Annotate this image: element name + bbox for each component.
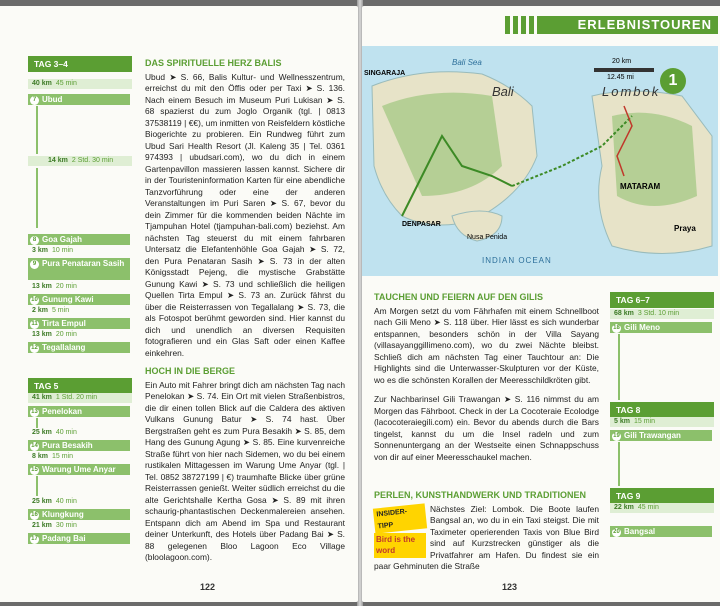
page-number: 123 — [502, 582, 518, 592]
stop-gili-trawangan: 19 Gili Trawangan — [610, 430, 712, 441]
insider-tip — [374, 506, 426, 558]
section-text: Am Morgen setzt du vom Fährhafen mit einem Schnellboot nach Gili Meno ➤ S. 118 über. Hier lässt es sich wunderbar entspannen, besonders schön in der Villa Sayang (villasayanggillimeno.com), wo du zwei Nächte bleibst. Schließ dich am nächsten Tag einer Tauchtour an: Die Highlights sind die Unterwasser-Skulpturen vor der Küste, wo es die schönsten Korallen der Meeresschildkröten gibt. — [374, 305, 599, 385]
stop-padang-bai: 17 Padang Bai — [28, 533, 130, 544]
day-tag: TAG 6–7 — [610, 292, 714, 308]
map-label-praya: Praya — [674, 224, 696, 233]
insider-title: Bird is the word — [374, 533, 426, 558]
distance: 40 km 45 min — [32, 80, 77, 87]
stop-tegallalang: 12 Tegallalang — [28, 342, 130, 353]
stop-warung-ume-anyar: 15 Warung Ume Anyar — [28, 464, 130, 475]
section-crafts — [374, 490, 599, 573]
page-number: 122 — [200, 582, 216, 592]
map-label-lombok: Lombok — [602, 84, 661, 99]
stop-goa-gajah: 8 Goa Gajah — [28, 234, 130, 245]
map-route-badge: 1 — [660, 68, 686, 94]
section-title: DAS SPIRITUELLE HERZ BALIS — [145, 58, 282, 68]
day-tag: TAG 5 — [28, 378, 132, 394]
stop-gunung-kawi: 10 Gunung Kawi — [28, 294, 130, 305]
stop-bangsal: 20 Bangsal — [610, 526, 712, 537]
day-tag: TAG 3–4 — [28, 56, 132, 72]
stop-pura-besakih: 14 Pura Besakih — [28, 440, 130, 451]
map-label-nusa-penida: Nusa Penida — [467, 234, 508, 241]
section-gilis — [374, 292, 599, 463]
stop-klungkung: 16 Klungkung — [28, 509, 130, 520]
map-label-mataram: MATARAM — [620, 182, 661, 191]
map-label-bali: Bali — [492, 84, 514, 99]
map-label-singaraja: SINGARAJA — [364, 70, 406, 77]
day-tag: TAG 8 — [610, 402, 714, 418]
map-scale-km: 20 km — [612, 58, 632, 65]
section-title: PERLEN, KUNSTHANDWERK UND TRADITIONEN — [374, 490, 586, 500]
stop-ubud: 7 Ubud — [28, 94, 130, 105]
insider-tag: INSIDER-TIPP — [373, 503, 427, 533]
section-text-2: Zur Nachbarinsel Gili Trawangan ➤ S. 116 nimmst du am Morgen das Fährboot. Check in der La Cocoteraie Ecolodge (lacocoteraiegili.com) ein. Bevor du abends durch die Bars tingelst, kannst du um die Insel radeln und zum Sonnenuntergang an der Westseite einen Schnappschuss von dir auf einer Meeresschaukel machen. — [374, 394, 599, 462]
section-title: TAUCHEN UND FEIERN AUF DEN GILIS — [374, 292, 544, 302]
section-spiritual-heart — [145, 58, 345, 359]
distance: 14 km 2 Std. 30 min — [48, 157, 114, 164]
map-scale-mi: 12.45 mi — [607, 74, 634, 81]
map-label-indian-ocean: INDIAN OCEAN — [482, 256, 552, 265]
stop-pura-penataran-sasih: 9 Pura Penataran Sasih — [28, 258, 130, 280]
stop-penelokan: 13 Penelokan — [28, 406, 130, 417]
day-tag: TAG 9 — [610, 488, 714, 504]
section-text: Ein Auto mit Fahrer bringt dich am nächsten Tag nach Penelokan ➤ S. 74. Ein Ort mit vielen Straßenbistros, die dir einen tollen Blick auf die Caldera des aktiven Vulkans Gunung Batur ➤ S. 74 hast. Über Bergstraßen geht es zum Pura Besakih ➤ S. 85, dem Hang des Gunung Agung ➤ S. 85. Eine kurvenreiche Straße führt von hier nach Sidemen, wo du bei einem rustikalen Mittagessen im Warung Ume Anyar (tgl. | Tel. 0852 38727199 | €) traumhafte Blicke über grüne Reisterrassen genießt. Weiter südlich erreichst du die alte Gerichtshalle Kertha Gosa ➤ S. 89 mit ihren schaurig-phantastischen Deckenmalereien ansehen. Entspann dich am Abend im Spa und Restaurant deiner Unterkunft, des Hotels über Padang Bai ➤ S. 88 gelegenen Bloo Lagoon Eco Village (bloolagoon.com). — [145, 379, 345, 562]
map-label-bali-sea: Bali Sea — [452, 58, 482, 67]
map-label-denpasar: DENPASAR — [402, 221, 441, 228]
left-page: TAG 3–4 40 km 45 min 7 Ubud 14 km 2 Std. 30 min 8 Goa Gajah 3 km 10 min 9 Pura Penataran Sasih 13 km 20 min 10 Gunung Kawi 2 km 5 min 11 Tirta Empul 13 km 20 min 12 Tegallalang TAG 5 41 km 1 Std. 20 min 13 Penelokan 25 km 40 min 14 Pura Besakih 8 km 15 min 15 Warung Ume Anyar 25 km 40 min 16 Klungkung 21 km 30 min 17 Padang Bai DAS SPIRITUELLE HERZ BALIS Ubud ➤ S. 66, Balis Kultur- und Wellnesszentrum, erreichst du mit den Öffis oder per Taxi ➤ S. 136. Nach einem Besuch im Museum Puri Lukisan ➤ S. 68 spazierst du zum Joglo Organik (tgl. | 0813 37538119 | €€), um inmitten von Reisfeldern köstliche Biogerichte zu probieren. Ein Rundweg führt zum Ubud Sari Health Resort (Jl. Kaleng 35 | Tel. 0361 974393 | ubudsari.com), wo du dich in einem Gartenpavillon massieren lassen kannst. Sichere dir in der Touristeninformation Karten für eine abendliche Tanzvorführung oder eine der anderen Veranstaltungen im Puri Saren ➤ S. 67, bevor du dein Zimmer für die kommenden beiden Nächte im Tjampuhan Hotel (tjampuhan-bali.com) beziehst. Am nächsten Tag steuerst du mit einem fahrbaren Untersatz die Elefantenhöhle Goa Gajah ➤ S. 72, den Pura Penataran Sasih ➤ S. 73 in der alten Königsstadt Pejeng, die mystische Grabstätte Gunung Kawi ➤ S. 73 und schließlich die heiligen Quellen Tirta Empul ➤ S. 73 an. Zurück fährst du über die Reisterrassen von Tegallalang ➤ S. 73, die als Fotospot berühmt geworden sind. Hier kannst du dich und unendlich an diversen Requisiten fotografieren und ein Glas Saft oder einen Kaffee einkehren. HOCH IN DIE BERGE Ein Auto mit Fahrer bringt dich am nächsten Tag nach Penelokan ➤ S. 74. Ein Ort mit vielen Straßenbistros, die dir einen tollen Blick auf die Caldera des aktiven Vulkans Gunung Batur ➤ S. 74 hast. Über Bergstraßen geht es zum Pura Besakih ➤ S. 85, dem Hang des Gunung Agung ➤ S. 85. Eine kurvenreiche Straße führt von hier nach Sidemen, wo du bei einem rustikalen Mittagessen im Warung Ume Anyar (tgl. | Tel. 0852 38727199 | €) traumhafte Blicke über grüne Reisterrassen genießt. Weiter südlich erreichst du die alte Gerichtshalle Kertha Gosa ➤ S. 89 mit ihren schaurig-phantastischen Deckenmalereien ansehen. Entspann dich am Abend im Spa und Restaurant deiner Unterkunft, des Hotels über Padang Bai ➤ S. 88 gelegenen Bloo Lagoon Eco Village (bloolagoon.com). 122 — [0, 6, 358, 602]
stop-tirta-empul: 11 Tirta Empul — [28, 318, 130, 329]
chapter-header: ERLEBNISTOUREN — [502, 16, 718, 34]
route-map — [362, 46, 718, 276]
section-mountains — [145, 366, 345, 564]
section-text: Nächstes Ziel: Lombok. Die Boote laufen Bangsal an, wo du in ein Taxi steigst. Die mit Taximeter operierenden Taxis von Blue Bird sind auf Kurzstrecken günstiger als die Privatfahrer am Hafen. Du findest sie ein paar Gehminuten die Straße — [374, 503, 599, 571]
section-text: Ubud ➤ S. 66, Balis Kultur- und Wellnesszentrum, erreichst du mit den Öffis oder per Taxi ➤ S. 136. Nach einem Besuch im Museum Puri Lukisan ➤ S. 68 spazierst du zum Joglo Organik (tgl. | 0813 37538119 | €€), um inmitten von Reisfeldern köstliche Biogerichte zu probieren. Ein Rundweg führt zum Ubud Sari Health Resort (Jl. Kaleng 35 | Tel. 0361 974393 | ubudsari.com), wo du dich in einem Gartenpavillon massieren lassen kannst. Sichere dir in der Touristeninformation Karten für eine abendliche Tanzvorführung oder eine der anderen Veranstaltungen im Puri Saren ➤ S. 67, bevor du dein Zimmer für die kommenden beiden Nächte im Tjampuhan Hotel (tjampuhan-bali.com) beziehst. Am nächsten Tag steuerst du mit einem fahrbaren Untersatz die Elefantenhöhle Goa Gajah ➤ S. 72, den Pura Penataran Sasih ➤ S. 73 in der alten Königsstadt Pejeng, die mystische Grabstätte Gunung Kawi ➤ S. 73 und schließlich die heiligen Quellen Tirta Empul ➤ S. 73 an. Zurück fährst du über die Reisterrassen von Tegallalang ➤ S. 73, die als Fotospot berühmt geworden sind. Hier kannst du dich und unendlich an diversen Requisiten fotografieren und ein Glas Saft oder einen Kaffee einkehren. — [145, 71, 345, 358]
stop-gili-meno: 18 Gili Meno — [610, 322, 712, 333]
right-page: ERLEBNISTOUREN 1 Bali Lombok Bali Sea INDIAN OCEAN SINGARAJA DENPASAR MATARAM Nusa Penida Praya 20 km 12.45 mi TAUCHEN UND FEIERN AUF DEN GILIS Am Morgen setzt du vom Fährhafen mit einem Schnellboot nach Gili Meno ➤ S. 118 über. Hier lässt es sich wunderbar entspannen, besonders schön in der Villa Sayang (villasayanggillimeno.com), wo du zwei Nächte bleibst. Schließ dich am nächsten Tag einer Tauchtour an: Die Highlights sind die Unterwasser-Skulpturen vor der Küste, wo es die schönsten Korallen der Meeresschildkröten gibt. Zur Nachbarinsel Gili Trawangan ➤ S. 116 nimmst du am Morgen das Fährboot. Check in der La Cocoteraie Ecolodge (lacocoteraiegili.com) ein. Bevor du abends durch die Bars tingelst, kannst du um die Insel radeln und zum Sonnenuntergang an der Westseite einen Schnappschuss von dir auf einer Meeresschaukel machen. PERLEN, KUNSTHANDWERK UND TRADITIONEN INSIDER-TIPP Bird is the word Nächstes Ziel: Lombok. Die Boote laufen Bangsal an, wo du in ein Taxi steigst. Die mit Taximeter operierenden Taxis von Blue Bird sind auf Kurzstrecken günstiger als die Privatfahrer am Hafen. Du findest sie ein paar Gehminuten die Straße TAG 6–7 68 km 3 Std. 10 min 18 Gili Meno TAG 8 5 km 15 min 19 Gili Trawangan TAG 9 22 km 45 min 20 Bangsal 123 — [362, 6, 720, 602]
section-title: HOCH IN DIE BERGE — [145, 366, 236, 376]
